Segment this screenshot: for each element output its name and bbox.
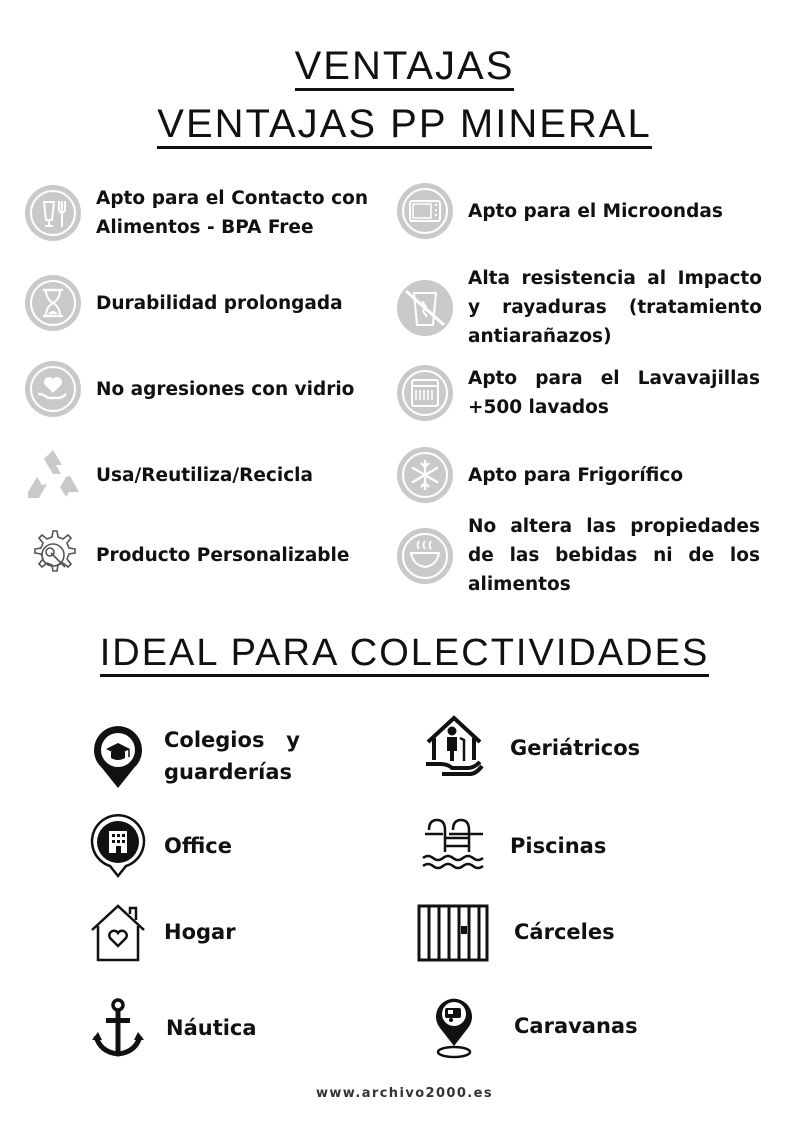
feature-fridge: [396, 446, 766, 504]
hourglass-icon: [24, 274, 82, 332]
collective-nautical: [84, 994, 384, 1062]
collective-label: Hogar: [164, 920, 236, 944]
custom-gear-icon: [24, 526, 82, 584]
collective-caravans: [420, 992, 760, 1060]
title-ventajas-pp-mineral: VENTAJAS PP MINERAL: [0, 102, 809, 149]
pool-ladder-icon: [420, 812, 488, 880]
feature-label: Apto para el Lavavajillas +500 lavados: [468, 368, 760, 418]
no-impact-icon: [396, 279, 454, 337]
heart-hand-icon: [24, 360, 82, 418]
feature-label: Producto Personalizable: [96, 544, 350, 566]
feature-label: Apto para Frigorífico: [468, 464, 684, 486]
office-icon: [84, 812, 152, 880]
collective-prisons: [416, 898, 756, 966]
anchor-icon: [84, 994, 152, 1062]
snowflake-icon: [396, 446, 454, 504]
collective-schools: [84, 722, 384, 790]
recycle-icon: [24, 446, 82, 504]
feature-label: Usa/Reutiliza/Recicla: [96, 464, 314, 486]
feature-label: Apto para el Contacto con Alimentos - BPA Free: [96, 188, 368, 238]
feature-microwave: [396, 182, 766, 240]
microwave-icon: [396, 182, 454, 240]
collective-label: Náutica: [166, 1016, 257, 1040]
feature-no-glass: [24, 360, 374, 418]
school-pin-icon: [84, 722, 152, 790]
collective-pools: [420, 812, 760, 880]
food-safe-icon: [24, 184, 82, 242]
title-ventajas: VENTAJAS: [0, 44, 809, 91]
collective-office: [84, 812, 384, 880]
collective-geriatric: [420, 714, 760, 782]
collective-label: Colegios y guarderías: [164, 728, 300, 784]
feature-label: Alta resistencia al Impacto y rayaduras (tratamiento antiarañazos): [468, 268, 762, 347]
feature-label: No agresiones con vidrio: [96, 378, 355, 400]
feature-label: No altera las propiedades de las bebidas ni de los alimentos: [468, 516, 760, 595]
collective-label: Piscinas: [510, 834, 607, 858]
collective-home: [84, 898, 384, 966]
collective-label: Geriátricos: [510, 736, 641, 760]
feature-label: Apto para el Microondas: [468, 200, 723, 222]
feature-customizable: [24, 526, 374, 584]
feature-impact: [396, 264, 766, 351]
no-alter-icon: [396, 527, 454, 585]
feature-durability: [24, 274, 374, 332]
prison-bars-icon: [416, 898, 490, 966]
title-ideal-para-colectividades: IDEAL PARA COLECTIVIDADES: [0, 632, 809, 677]
feature-no-alter: [396, 512, 766, 599]
dishwasher-icon: [396, 364, 454, 422]
feature-food-contact: [24, 184, 374, 242]
home-icon: [84, 898, 152, 966]
feature-recycle: [24, 446, 374, 504]
collective-label: Cárceles: [514, 920, 615, 944]
feature-label: Durabilidad prolongada: [96, 292, 343, 314]
footer-website: www.archivo2000.es: [315, 1086, 494, 1101]
caravan-pin-icon: [420, 992, 488, 1060]
collective-label: Caravanas: [514, 1014, 638, 1038]
feature-dishwasher: [396, 364, 766, 422]
collective-label: Office: [164, 834, 232, 858]
elderly-care-icon: [420, 714, 488, 782]
